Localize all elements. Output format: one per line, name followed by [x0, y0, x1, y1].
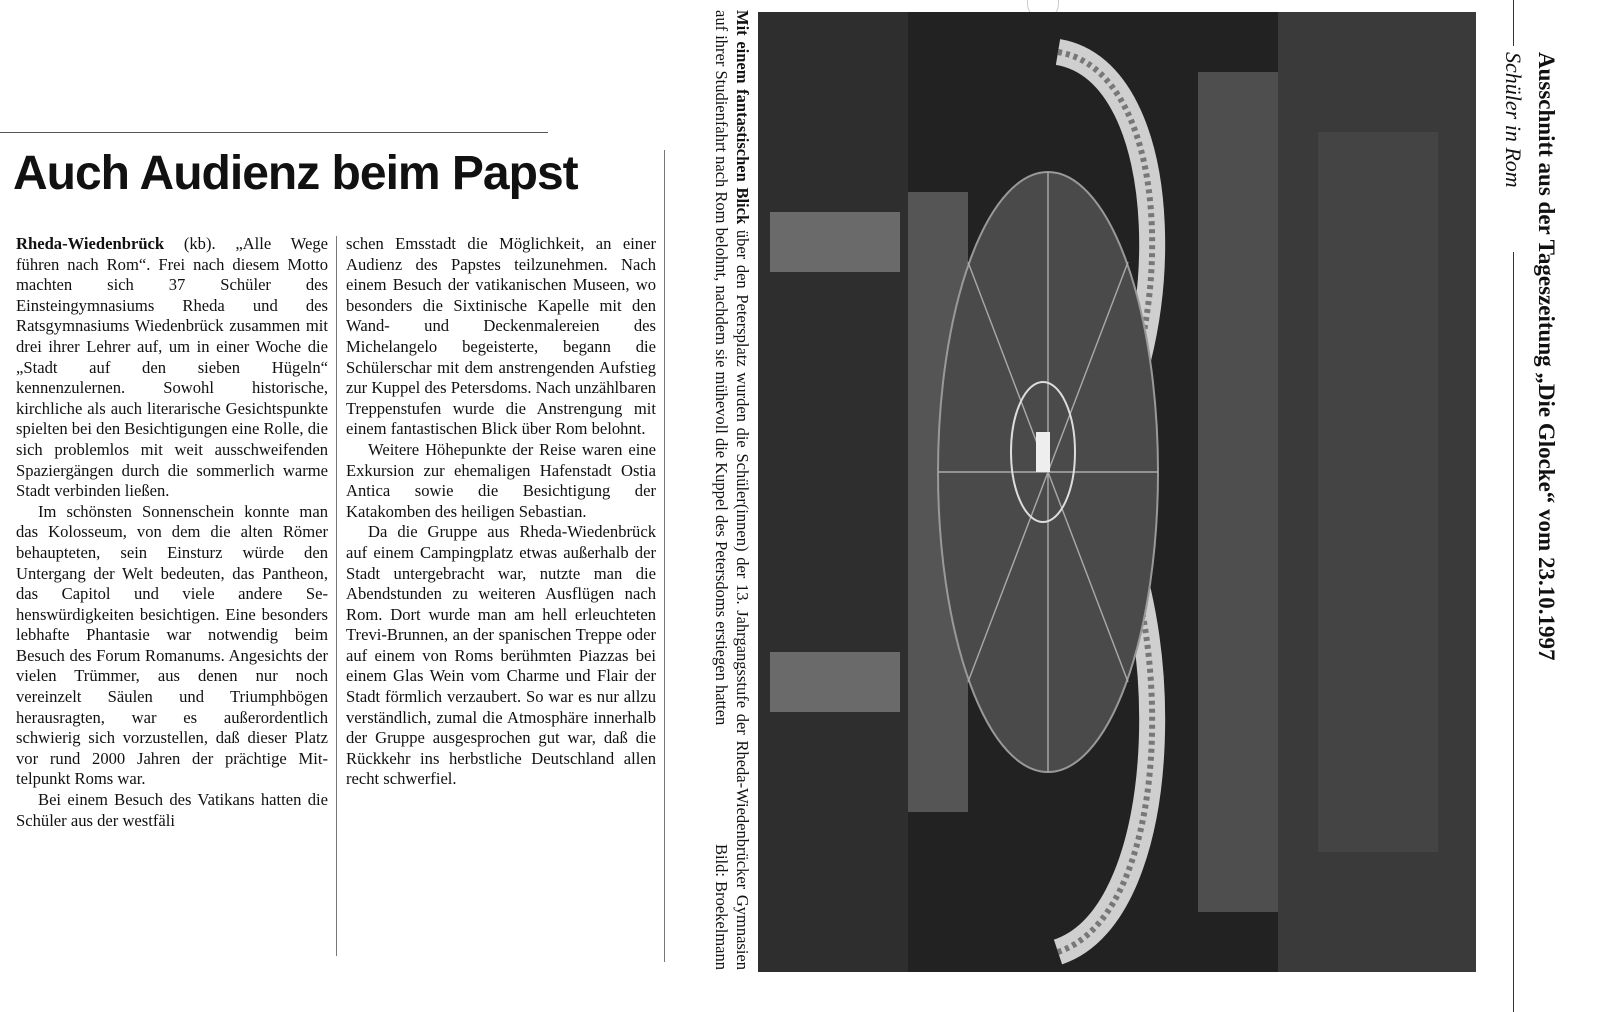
paragraph: Bei einem Besuch des Vatikans hatten die Schüler aus der westfäli	[16, 790, 328, 830]
column-rule	[336, 236, 337, 956]
article-column-2	[346, 234, 656, 790]
article-column-1	[16, 234, 328, 831]
headline: Auch Audienz beim Papst	[13, 147, 578, 200]
column-rule	[664, 150, 665, 962]
header-rule	[1513, 0, 1514, 46]
top-rule	[0, 132, 548, 133]
header-rule	[1513, 252, 1514, 1012]
paragraph: schen Emsstadt die Möglichkeit, an einer Audienz des Papstes teilzunehmen. Nach einem Besuch der vatikanischen Museen, wo besonders die Sixtinische Kapelle mit den Wand- und Deckenmalereien des Michelangelo begeisterte, begann die Schülerschar mit dem anstrengenden Aufstieg zur Kuppel des Petersdoms. Nach unzählbaren Treppenstufen wurde die Anstrengung mit einem fantastischen Blick über Rom belohnt.	[346, 234, 656, 439]
paragraph: Im schönsten Sonnenschein konnte man das Kolosseum, von dem die alten Römer behaupteten, sein Einsturz würde den Untergang der Welt bedeuten, das Pantheon, das Capitol und viele andere Sehenswürdigkeiten besichtigen. Eine besonders lebhafte Phantasie war notwendig beim Besuch des Forum Romanums. Angesichts der vielen Trümmer, aus denen nur noch vereinzelt Säulen und Triumphbögen herausragten, war es außerordentlich schwierig sich vorzustellen, daß dieser Platz vor rund 2000 Jahren der prächtige Mittelpunkt Roms war.	[16, 501, 328, 789]
source-line: Ausschnitt aus der Tageszeitung „Die Glocke“ vom 23.10.1997	[1534, 52, 1559, 661]
paragraph	[16, 234, 328, 502]
photo-credit: Bild: Broekelmann	[712, 843, 732, 970]
paragraph: Weitere Höhepunkte der Reise waren eine Exkursion zur ehemaligen Hafenstadt Ostia Antica sowie die Besichtigung der Katakomben des heiligen Sebastian.	[346, 439, 656, 521]
caption-text: über den Petersplatz wurden die Schüler(innen) der 13. Jahrgangsstufe der Rheda-Wiedenbrücker Gymnasien auf ihrer Studienfahrt nach Rom belohnt, nachdem sie mühevoll die Kuppel des Petersdoms erstiegen hatten	[712, 10, 752, 970]
section-title: Schüler in Rom	[1501, 52, 1526, 188]
dateline: Rheda-Wiedenbrück	[16, 234, 165, 253]
caption-lead: Mit einem fantastischen Blick	[733, 10, 752, 225]
paragraph: Da die Gruppe aus Rheda-Wiedenbrück auf einem Campingplatz etwas außerhalb der Stadt untergebracht war, nutzte man die Abendstunden zu weiteren Ausflügen nach Rom. Dort wurde man am hell erleuchteten Trevi-Brunnen, an der spanischen Treppe oder auf einem von Roms berühmten Piazzas bei einem Glas Wein vom Charme und Flair der Stadt förmlich verzaubert. So war es nur allzu verständlich, zumal die Atmosphäre innerhalb der Gruppe ausgesprochen gut war, daß die Rückkehr ins herbstliche Deutschland allen recht schwerfiel.	[346, 522, 656, 789]
clipping-header	[1483, 52, 1563, 752]
photo-caption	[711, 10, 752, 970]
st-peters-square-photo	[758, 12, 1476, 972]
paragraph-text: (kb). „Alle Wege führen nach Rom“. Frei nach diesem Motto machten sich 37 Schüler des Einsteingymnasiums Rheda und des Ratsgymnasiums Wiedenbrück zusammen mit drei ihrer Lehrer auf, um in einer Woche die „Stadt auf den sieben Hügeln“ kennenzulernen. Sowohl historische, kirchliche als auch literarische Gesichtspunkte spielten bei den Besichtigungen eine Rolle, die sich problemlos mit weit ausschweifenden Spaziergängen durch die sommerlich warme Stadt verbinden ließen.	[16, 234, 328, 501]
